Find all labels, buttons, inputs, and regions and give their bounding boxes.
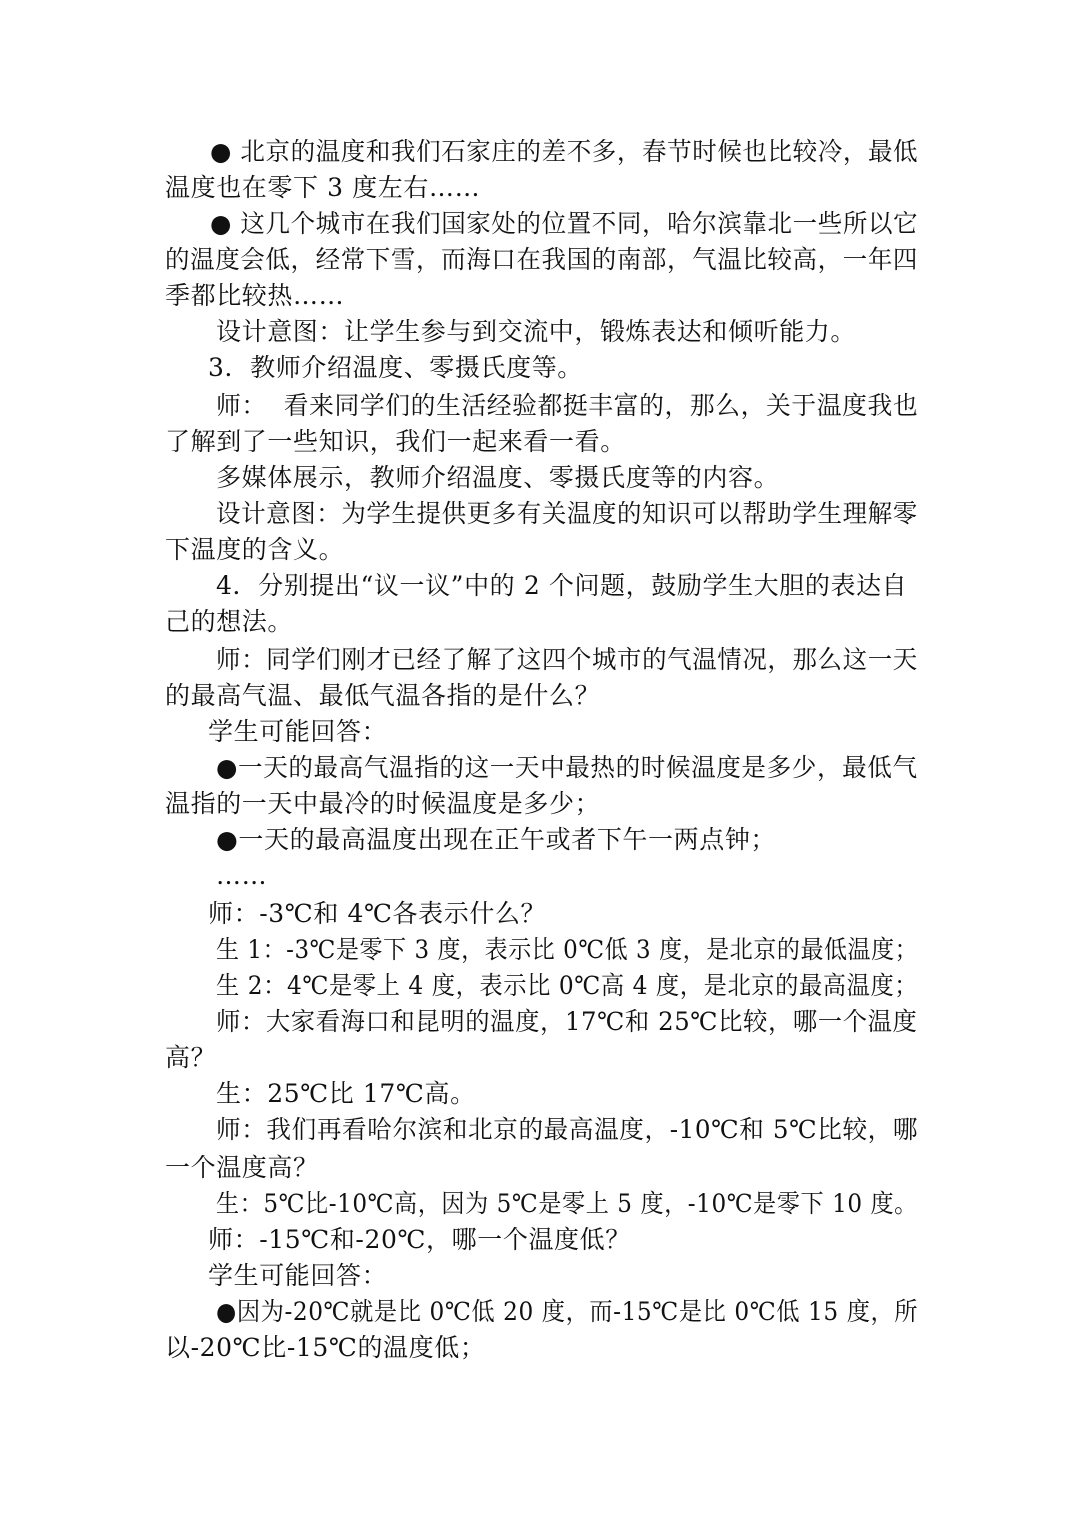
text-line-24: 生 2：4℃是零上 4 度，表示比 0℃高 4 度，是北京的最高温度； [216,971,919,1000]
text-line-13: 4．分别提出“议一议”中的 2 个问题，鼓励学生大胆的表达自 [216,571,908,600]
text-line-23: 生 1：-3℃是零下 3 度，表示比 0℃低 3 度，是北京的最低温度； [216,935,919,964]
text-line-18: ●一天的最高气温指的这一天中最热的时候温度是多少，最低气 [216,753,918,782]
text-line-9: 了解到了一些知识，我们一起来看一看。 [165,427,626,456]
text-line-25: 师：大家看海口和昆明的温度，17℃和 25℃比较，哪一个温度 [216,1007,918,1036]
text-line-2: 温度也在零下 3 度左右…… [165,173,481,202]
text-line-15: 师：同学们刚才已经了解了这四个城市的气温情况，那么这一天 [216,645,918,674]
text-line-1: ● 北京的温度和我们石家庄的差不多，春节时候也比较冷，最低 [210,137,919,166]
text-line-33: ●因为-20℃就是比 0℃低 20 度，而-15℃是比 0℃低 15 度，所 [216,1297,919,1326]
text-line-20: ●一天的最高温度出现在正午或者下午一两点钟； [216,825,777,854]
text-line-8: 师： 看来同学们的生活经验都挺丰富的，那么，关于温度我也 [216,391,919,420]
text-line-32: 学生可能回答： [208,1261,388,1290]
text-line-27: 生：25℃比 17℃高。 [216,1079,476,1108]
text-line-34: 以-20℃比-15℃的温度低； [165,1333,486,1362]
text-line-6: 设计意图：让学生参与到交流中，锻炼表达和倾听能力。 [216,317,857,346]
text-line-21: …… [216,861,268,890]
text-line-4: 的温度会低，经常下雪，而海口在我国的南部，气温比较高，一年四 [165,245,919,274]
text-line-22: 师：-3℃和 4℃各表示什么？ [208,899,547,928]
text-line-19: 温指的一天中最冷的时候温度是多少； [165,789,601,818]
text-line-12: 下温度的含义。 [165,535,345,564]
text-line-30: 生：5℃比-10℃高，因为 5℃是零上 5 度，-10℃是零下 10 度。 [216,1189,918,1218]
text-line-28: 师：我们再看哈尔滨和北京的最高温度，-10℃和 5℃比较，哪 [216,1115,919,1144]
text-line-29: 一个温度高？ [165,1153,319,1182]
text-line-5: 季都比较热…… [165,281,345,310]
text-line-14: 己的想法。 [165,607,294,636]
text-line-17: 学生可能回答： [208,717,388,746]
text-line-26: 高？ [165,1043,217,1072]
text-line-31: 师：-15℃和-20℃，哪一个温度低？ [208,1225,631,1254]
text-line-16: 的最高气温、最低气温各指的是什么？ [165,681,601,710]
text-line-11: 设计意图：为学生提供更多有关温度的知识可以帮助学生理解零 [216,499,918,528]
text-line-7: 3．教师介绍温度、零摄氏度等。 [208,353,583,382]
text-line-3: ● 这几个城市在我们国家处的位置不同，哈尔滨靠北一些所以它 [210,209,919,238]
text-line-10: 多媒体展示，教师介绍温度、零摄氏度等的内容。 [216,463,780,492]
